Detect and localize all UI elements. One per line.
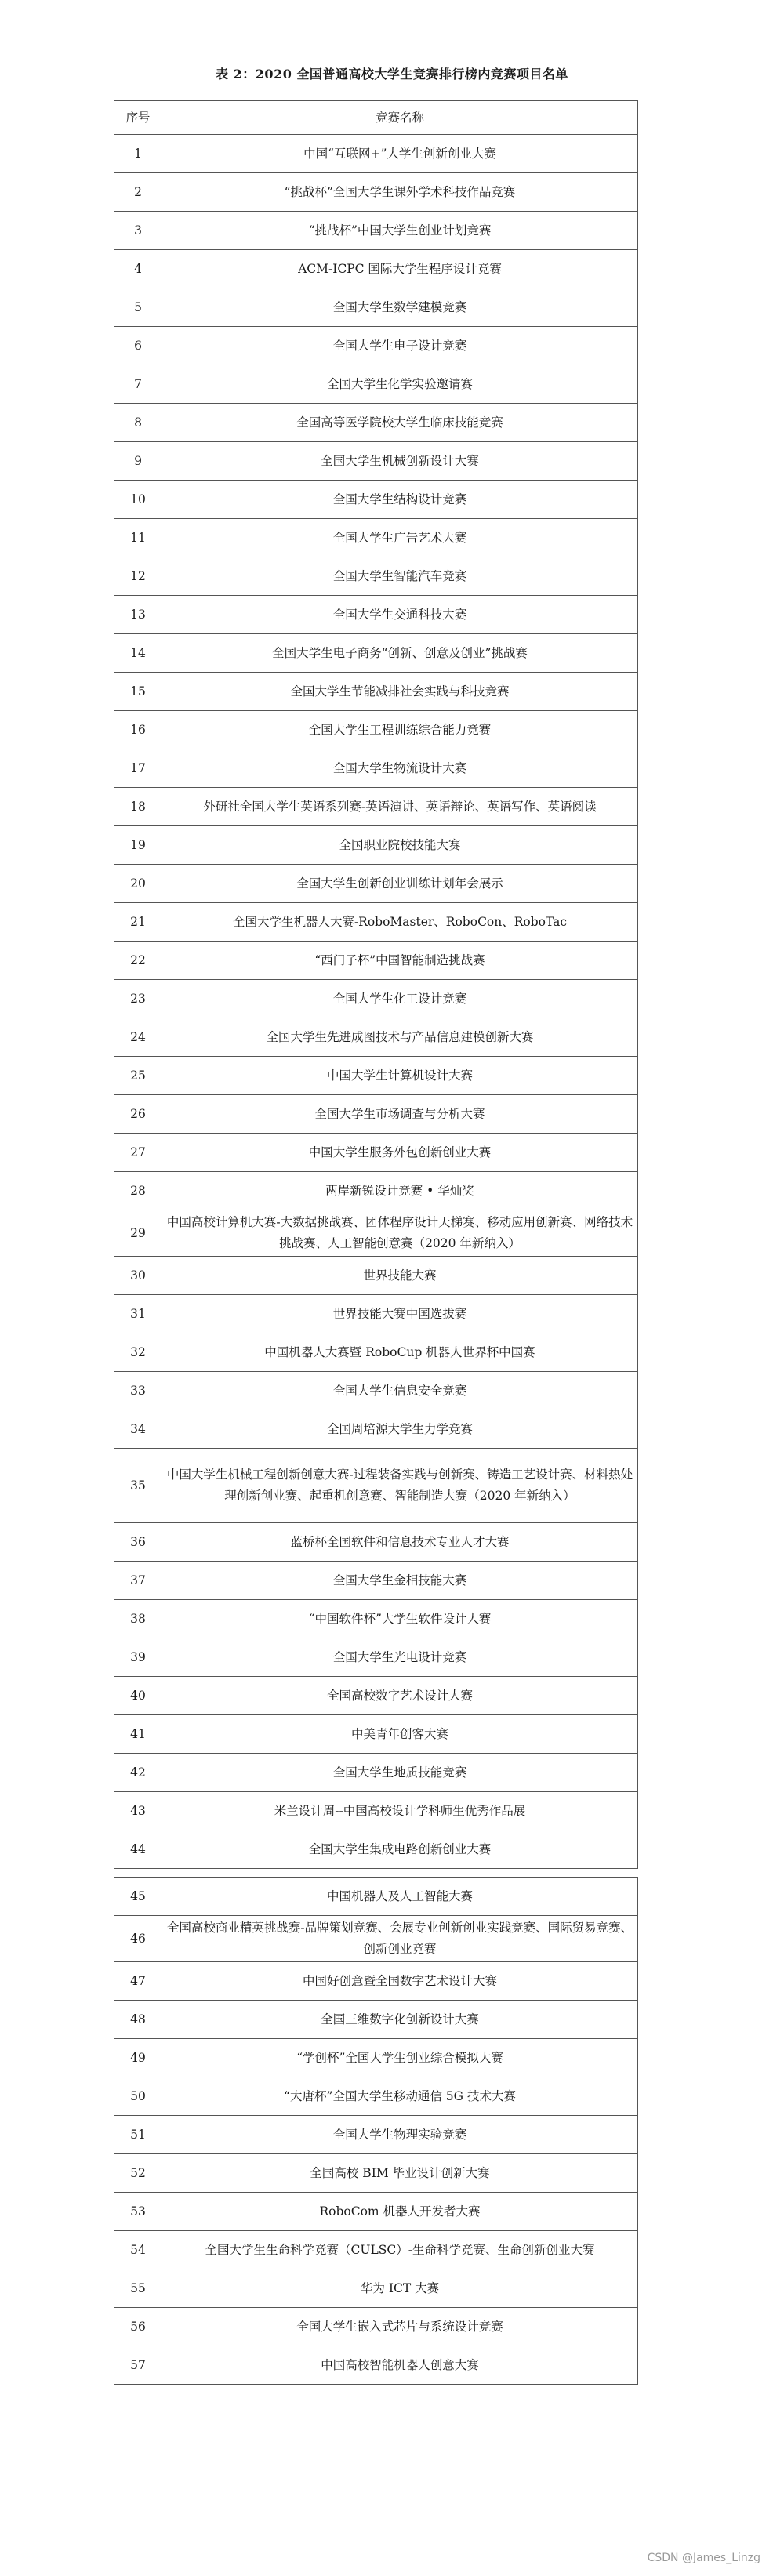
table-row bbox=[114, 2308, 638, 2346]
table-row bbox=[114, 634, 638, 673]
table-row bbox=[114, 788, 638, 826]
row-index: 15 bbox=[114, 673, 162, 711]
row-competition-name: 全国大学生机械创新设计大赛 bbox=[162, 442, 638, 481]
table-row bbox=[114, 1057, 638, 1095]
row-index: 10 bbox=[114, 481, 162, 519]
row-index: 45 bbox=[114, 1878, 162, 1916]
row-index: 30 bbox=[114, 1257, 162, 1295]
table-row bbox=[114, 596, 638, 634]
table-row bbox=[114, 1372, 638, 1410]
row-competition-name: “挑战杯”中国大学生创业计划竞赛 bbox=[162, 212, 638, 250]
row-competition-name: 全国大学生生命科学竞赛（CULSC）-生命科学竞赛、生命创新创业大赛 bbox=[162, 2231, 638, 2269]
row-competition-name: “挑战杯”全国大学生课外学术科技作品竞赛 bbox=[162, 173, 638, 212]
row-index: 54 bbox=[114, 2231, 162, 2269]
row-index: 57 bbox=[114, 2346, 162, 2385]
row-index: 11 bbox=[114, 519, 162, 557]
table-row bbox=[114, 519, 638, 557]
row-competition-name: 全国大学生化学实验邀请赛 bbox=[162, 365, 638, 404]
row-index: 2 bbox=[114, 173, 162, 212]
table-row bbox=[114, 1600, 638, 1638]
table-row bbox=[114, 1830, 638, 1869]
table-row bbox=[114, 1018, 638, 1057]
row-competition-name: 全国大学生机器人大赛-RoboMaster、RoboCon、RoboTac bbox=[162, 903, 638, 942]
table-row bbox=[114, 365, 638, 404]
row-competition-name: 全国大学生节能减排社会实践与科技竞赛 bbox=[162, 673, 638, 711]
table-row bbox=[114, 1449, 638, 1523]
table-row bbox=[114, 250, 638, 288]
row-competition-name: 全国大学生数学建模竞赛 bbox=[162, 288, 638, 327]
table-row bbox=[114, 1878, 638, 1916]
table-row bbox=[114, 1962, 638, 2001]
row-index: 39 bbox=[114, 1638, 162, 1677]
table-row bbox=[114, 1134, 638, 1172]
header-name: 竞赛名称 bbox=[162, 101, 638, 135]
table-caption: 表 2：2020 全国普通高校大学生竞赛排行榜内竞赛项目名单 bbox=[216, 67, 568, 82]
row-index: 6 bbox=[114, 327, 162, 365]
row-competition-name: 中国高校智能机器人创意大赛 bbox=[162, 2346, 638, 2385]
row-competition-name: 全国大学生智能汽车竞赛 bbox=[162, 557, 638, 596]
row-index: 53 bbox=[114, 2193, 162, 2231]
row-competition-name: 全国大学生先进成图技术与产品信息建模创新大赛 bbox=[162, 1018, 638, 1057]
table-row bbox=[114, 2077, 638, 2116]
row-competition-name: 中国大学生机械工程创新创意大赛-过程装备实践与创新赛、铸造工艺设计赛、材料热处理创新创业赛、起重机创意赛、智能制造大赛（2020 年新纳入） bbox=[162, 1449, 638, 1523]
table-row bbox=[114, 673, 638, 711]
row-index: 36 bbox=[114, 1523, 162, 1562]
row-competition-name: 中国大学生计算机设计大赛 bbox=[162, 1057, 638, 1095]
row-index: 38 bbox=[114, 1600, 162, 1638]
row-competition-name: 全国高等医学院校大学生临床技能竞赛 bbox=[162, 404, 638, 442]
row-index: 32 bbox=[114, 1333, 162, 1372]
table-row bbox=[114, 1916, 638, 1962]
table-row bbox=[114, 327, 638, 365]
table-row bbox=[114, 404, 638, 442]
row-competition-name: 全国大学生交通科技大赛 bbox=[162, 596, 638, 634]
table-row bbox=[114, 2039, 638, 2077]
table-row bbox=[114, 1754, 638, 1792]
table-row bbox=[114, 1715, 638, 1754]
row-index: 33 bbox=[114, 1372, 162, 1410]
table-row bbox=[114, 711, 638, 749]
table-row bbox=[114, 212, 638, 250]
row-index: 24 bbox=[114, 1018, 162, 1057]
row-competition-name: 两岸新锐设计竞赛 • 华灿奖 bbox=[162, 1172, 638, 1210]
row-competition-name: 全国大学生金相技能大赛 bbox=[162, 1562, 638, 1600]
table-row bbox=[114, 1523, 638, 1562]
row-competition-name: 全国大学生嵌入式芯片与系统设计竞赛 bbox=[162, 2308, 638, 2346]
row-index: 21 bbox=[114, 903, 162, 942]
row-index: 52 bbox=[114, 2154, 162, 2193]
row-competition-name: 中国机器人大赛暨 RoboCup 机器人世界杯中国赛 bbox=[162, 1333, 638, 1372]
row-index: 46 bbox=[114, 1916, 162, 1962]
table-row bbox=[114, 2001, 638, 2039]
row-competition-name: 全国大学生电子设计竞赛 bbox=[162, 327, 638, 365]
table-row bbox=[114, 1562, 638, 1600]
table-row bbox=[114, 942, 638, 980]
row-competition-name: 全国高校数字艺术设计大赛 bbox=[162, 1677, 638, 1715]
table-row bbox=[114, 1210, 638, 1257]
row-competition-name: 全国三维数字化创新设计大赛 bbox=[162, 2001, 638, 2039]
row-competition-name: “学创杯”全国大学生创业综合模拟大赛 bbox=[162, 2039, 638, 2077]
row-index: 7 bbox=[114, 365, 162, 404]
row-competition-name: 米兰设计周--中国高校设计学科师生优秀作品展 bbox=[162, 1792, 638, 1830]
row-index: 5 bbox=[114, 288, 162, 327]
row-index: 56 bbox=[114, 2308, 162, 2346]
row-competition-name: 全国大学生信息安全竞赛 bbox=[162, 1372, 638, 1410]
table-row bbox=[114, 2154, 638, 2193]
row-index: 43 bbox=[114, 1792, 162, 1830]
row-competition-name: ACM-ICPC 国际大学生程序设计竞赛 bbox=[162, 250, 638, 288]
row-competition-name: 全国职业院校技能大赛 bbox=[162, 826, 638, 865]
row-competition-name: 中国“互联网+”大学生创新创业大赛 bbox=[162, 135, 638, 173]
row-competition-name: 中美青年创客大赛 bbox=[162, 1715, 638, 1754]
table-row bbox=[114, 903, 638, 942]
row-competition-name: “大唐杯”全国大学生移动通信 5G 技术大赛 bbox=[162, 2077, 638, 2116]
table-row bbox=[114, 1677, 638, 1715]
row-competition-name: 全国大学生市场调查与分析大赛 bbox=[162, 1095, 638, 1134]
table-row bbox=[114, 135, 638, 173]
row-competition-name: 全国大学生工程训练综合能力竞赛 bbox=[162, 711, 638, 749]
row-index: 22 bbox=[114, 942, 162, 980]
row-competition-name: 华为 ICT 大赛 bbox=[162, 2269, 638, 2308]
row-competition-name: 中国大学生服务外包创新创业大赛 bbox=[162, 1134, 638, 1172]
table-row bbox=[114, 2269, 638, 2308]
table-row bbox=[114, 1792, 638, 1830]
table-row bbox=[114, 481, 638, 519]
row-index: 1 bbox=[114, 135, 162, 173]
table-row bbox=[114, 2231, 638, 2269]
table-row bbox=[114, 1095, 638, 1134]
row-index: 41 bbox=[114, 1715, 162, 1754]
row-competition-name: 外研社全国大学生英语系列赛-英语演讲、英语辩论、英语写作、英语阅读 bbox=[162, 788, 638, 826]
row-competition-name: 中国好创意暨全国数字艺术设计大赛 bbox=[162, 1962, 638, 2001]
table-row bbox=[114, 1333, 638, 1372]
table-row bbox=[114, 173, 638, 212]
table-row bbox=[114, 1172, 638, 1210]
table-row bbox=[114, 1638, 638, 1677]
row-competition-name: 世界技能大赛 bbox=[162, 1257, 638, 1295]
table-header-row bbox=[114, 101, 638, 135]
row-index: 37 bbox=[114, 1562, 162, 1600]
row-competition-name: 全国大学生电子商务“创新、创意及创业”挑战赛 bbox=[162, 634, 638, 673]
row-index: 20 bbox=[114, 865, 162, 903]
row-index: 9 bbox=[114, 442, 162, 481]
row-index: 18 bbox=[114, 788, 162, 826]
row-index: 4 bbox=[114, 250, 162, 288]
row-competition-name: 全国大学生结构设计竞赛 bbox=[162, 481, 638, 519]
row-index: 26 bbox=[114, 1095, 162, 1134]
row-index: 47 bbox=[114, 1962, 162, 2001]
table-row bbox=[114, 1295, 638, 1333]
row-index: 40 bbox=[114, 1677, 162, 1715]
row-index: 31 bbox=[114, 1295, 162, 1333]
row-competition-name: 全国大学生化工设计竞赛 bbox=[162, 980, 638, 1018]
table-row bbox=[114, 980, 638, 1018]
row-competition-name: 蓝桥杯全国软件和信息技术专业人才大赛 bbox=[162, 1523, 638, 1562]
row-competition-name: 全国大学生物流设计大赛 bbox=[162, 749, 638, 788]
row-competition-name: 全国大学生地质技能竞赛 bbox=[162, 1754, 638, 1792]
watermark: CSDN @James_Linzg bbox=[647, 2552, 760, 2564]
table-row bbox=[114, 865, 638, 903]
row-competition-name: 全国大学生集成电路创新创业大赛 bbox=[162, 1830, 638, 1869]
row-index: 25 bbox=[114, 1057, 162, 1095]
row-competition-name: “西门子杯”中国智能制造挑战赛 bbox=[162, 942, 638, 980]
row-competition-name: 全国高校商业精英挑战赛-品牌策划竞赛、会展专业创新创业实践竞赛、国际贸易竞赛、创新创业竞赛 bbox=[162, 1916, 638, 1962]
row-competition-name: 中国机器人及人工智能大赛 bbox=[162, 1878, 638, 1916]
header-index: 序号 bbox=[114, 101, 162, 135]
table-row bbox=[114, 2346, 638, 2385]
row-index: 8 bbox=[114, 404, 162, 442]
row-index: 13 bbox=[114, 596, 162, 634]
competition-table-part2 bbox=[114, 1877, 638, 2385]
table-row bbox=[114, 557, 638, 596]
row-competition-name: RoboCom 机器人开发者大赛 bbox=[162, 2193, 638, 2231]
row-index: 12 bbox=[114, 557, 162, 596]
row-index: 29 bbox=[114, 1210, 162, 1257]
row-competition-name: 全国高校 BIM 毕业设计创新大赛 bbox=[162, 2154, 638, 2193]
row-index: 17 bbox=[114, 749, 162, 788]
table-row bbox=[114, 2116, 638, 2154]
row-competition-name: 全国大学生光电设计竞赛 bbox=[162, 1638, 638, 1677]
table-row bbox=[114, 826, 638, 865]
row-index: 42 bbox=[114, 1754, 162, 1792]
row-index: 3 bbox=[114, 212, 162, 250]
row-index: 27 bbox=[114, 1134, 162, 1172]
row-index: 23 bbox=[114, 980, 162, 1018]
row-index: 55 bbox=[114, 2269, 162, 2308]
row-competition-name: 中国高校计算机大赛-大数据挑战赛、团体程序设计天梯赛、移动应用创新赛、网络技术挑战赛、人工智能创意赛（2020 年新纳入） bbox=[162, 1210, 638, 1257]
row-competition-name: 全国周培源大学生力学竞赛 bbox=[162, 1410, 638, 1449]
row-index: 16 bbox=[114, 711, 162, 749]
row-competition-name: 全国大学生创新创业训练计划年会展示 bbox=[162, 865, 638, 903]
row-competition-name: 世界技能大赛中国选拔赛 bbox=[162, 1295, 638, 1333]
row-index: 50 bbox=[114, 2077, 162, 2116]
row-index: 19 bbox=[114, 826, 162, 865]
row-index: 49 bbox=[114, 2039, 162, 2077]
row-index: 14 bbox=[114, 634, 162, 673]
table-row bbox=[114, 442, 638, 481]
competition-table-part1 bbox=[114, 100, 638, 1869]
row-competition-name: 全国大学生物理实验竞赛 bbox=[162, 2116, 638, 2154]
row-index: 51 bbox=[114, 2116, 162, 2154]
table-row bbox=[114, 288, 638, 327]
table-row bbox=[114, 2193, 638, 2231]
row-competition-name: 全国大学生广告艺术大赛 bbox=[162, 519, 638, 557]
table-row bbox=[114, 1410, 638, 1449]
row-index: 44 bbox=[114, 1830, 162, 1869]
row-index: 35 bbox=[114, 1449, 162, 1523]
row-index: 34 bbox=[114, 1410, 162, 1449]
row-index: 48 bbox=[114, 2001, 162, 2039]
row-index: 28 bbox=[114, 1172, 162, 1210]
table-row bbox=[114, 749, 638, 788]
row-competition-name: “中国软件杯”大学生软件设计大赛 bbox=[162, 1600, 638, 1638]
table-row bbox=[114, 1257, 638, 1295]
